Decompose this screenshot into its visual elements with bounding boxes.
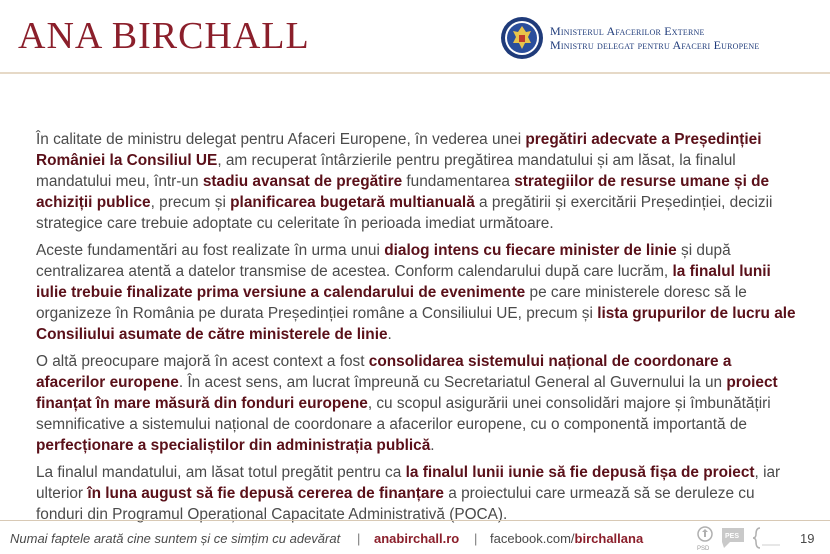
paragraph-text: În calitate de ministru delegat pentru Afaceri Europene, în vederea unei: [36, 131, 526, 148]
highlight-text: în luna august să fie depusă cererea de finanțare: [87, 485, 444, 502]
highlight-text: pregătiri adecvate a Președinției României la Consiliul UE: [36, 131, 762, 169]
paragraph-text: , iar ulterior: [36, 464, 781, 502]
paragraph-text: fundamentarea: [402, 173, 515, 190]
body-paragraph: [36, 129, 796, 234]
highlight-text: lista grupurilor de lucru ale Consiliului asumate de către ministerele de linie: [36, 305, 796, 343]
highlight-text: strategiilor de resurse umane și de achiziții publice: [36, 173, 770, 211]
footer-slogan: Numai faptele arată cine suntem și ce simțim cu adevărat: [10, 531, 341, 546]
website-link[interactable]: anabirchall.ro: [374, 531, 460, 546]
header-divider: [0, 72, 830, 74]
page-number: 19: [800, 531, 815, 546]
paragraph-text: , cu scopul asigurării unei consolidări majore și îmbunătățiri semnificative a sistemului național de coordonare a afacerilor europene, cu o componentă importantă de: [36, 395, 771, 433]
paragraph-text: , am recuperat întârzierile pentru pregătirea mandatului și am lăsat, la finalul mandatului meu, într-un: [36, 152, 736, 190]
ministry-role: Ministru delegat pentru Afaceri Europene: [550, 38, 760, 52]
highlight-text: dialog intens cu fiecare minister de linie: [384, 242, 677, 259]
paragraph-text: O altă preocupare majoră în acest context a fost: [36, 353, 369, 370]
paragraph-text: și după centralizarea atentă a datelor transmise de acestea. Conform calendarului după care lucrăm,: [36, 242, 731, 280]
paragraph-text: La finalul mandatului, am lăsat totul pregătit pentru ca: [36, 464, 406, 481]
body-paragraph: [36, 351, 796, 456]
highlight-text: perfecționare a specialiștilor din administrația publică: [36, 437, 431, 454]
slide-header: [0, 0, 830, 72]
highlight-text: proiect finanțat în mare măsură din fonduri europene: [36, 374, 778, 412]
government-seal-icon: [500, 16, 544, 60]
paragraph-text: .: [430, 437, 435, 454]
facebook-prefix: facebook.com/: [490, 531, 575, 546]
paragraph-text: .: [387, 326, 392, 343]
party-logos: [694, 524, 784, 552]
pes-logo-icon: [722, 528, 744, 548]
highlight-text: la finalul lunii iunie să fie depusă fișa de proiect: [405, 464, 755, 481]
highlight-text: stadiu avansat de pregătire: [202, 173, 403, 190]
slide-content: [36, 129, 796, 531]
paragraph-text: , precum și: [150, 194, 231, 211]
highlight-text: consolidarea sistemului național de coordonare a afacerilor europene: [36, 353, 732, 391]
ministry-block: [550, 24, 759, 52]
paragraph-text: . În acest sens, am lucrat împreună cu Secretariatul General al Guvernului la un: [178, 374, 727, 391]
paragraph-text: pe care ministerele doresc să le organizeze în România pe durata Președinției române a Consiliului UE, precum și: [36, 284, 747, 322]
psd-logo-icon: [697, 527, 712, 552]
paragraph-text: Aceste fundamentări au fost realizate în urma unui: [36, 242, 385, 259]
paragraph-text: a proiectului care urmează să se deruleze cu fonduri din Programul Operațional Capacitate Administrativă (POCA).: [36, 485, 755, 523]
pes-logo-text: PES: [725, 533, 740, 540]
footer-separator: |: [474, 531, 478, 546]
footer-separator: |: [357, 531, 361, 546]
highlight-text: planificarea bugetară multianuală: [230, 194, 475, 211]
brand-title: ANA BIRCHALL: [18, 15, 310, 57]
facebook-handle: birchallana: [574, 531, 644, 546]
body-paragraph: [36, 462, 796, 525]
psd-logo-text: PSD: [697, 546, 710, 552]
paragraph-text: a pregătirii și exercitării Președinției, decizii strategice care trebuie adoptate cu celeritate în perioada imediat următoare.: [36, 194, 773, 232]
ministry-name: Ministerul Afacerilor Externe: [550, 24, 705, 38]
slide-footer: [0, 520, 830, 554]
body-paragraph: [36, 240, 796, 345]
highlight-text: la finalul lunii iulie trebuie finalizate prima versiune a calendarului de evenimente: [36, 263, 771, 301]
facebook-link[interactable]: [490, 531, 643, 546]
bracket-logo-icon: [753, 528, 780, 548]
